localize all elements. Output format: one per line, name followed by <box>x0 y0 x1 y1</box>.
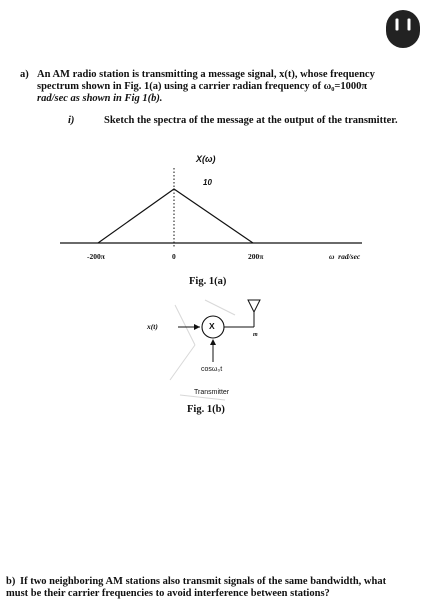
fig-1a-caption: Fig. 1(a) <box>189 276 227 287</box>
carrier-label: cosω₀t <box>201 366 223 373</box>
part-a-line3: rad/sec as shown in Fig 1(b). <box>37 93 163 104</box>
transmitter-label: Transmitter <box>194 389 230 396</box>
part-b-line1: If two neighboring AM stations also transmit signals of the same bandwidth, what <box>20 576 387 587</box>
tick-label-zero: 0 <box>172 252 176 261</box>
tick-label-pos: 200π <box>248 252 264 261</box>
part-a-line1: An AM radio station is transmitting a message signal, x(t), whose frequency <box>37 69 375 80</box>
peak-value-label: 10 <box>203 178 212 187</box>
part-b-marker: b) <box>6 576 16 587</box>
antenna-icon <box>248 300 260 312</box>
tick-label-neg: -200π <box>87 252 105 261</box>
antenna-label: m <box>253 332 258 338</box>
part-a-line2: spectrum shown in Fig. 1(a) using a carrier radian frequency of ω₀=1000π <box>37 81 368 92</box>
part-b-line2: must be their carrier frequencies to avoid interference between stations? <box>6 588 330 599</box>
spectrum-y-label: X(ω) <box>196 154 216 164</box>
axis-unit-label: ω rad/sec <box>329 252 361 261</box>
fig-1b-caption: Fig. 1(b) <box>187 404 225 415</box>
mixer-symbol: X <box>209 321 215 331</box>
part-a-sub-marker: i) <box>68 115 75 126</box>
part-a-sub-text: Sketch the spectra of the message at the output of the transmitter. <box>104 115 398 126</box>
input-label: x(t) <box>147 322 158 331</box>
part-a-marker: a) <box>20 69 29 80</box>
